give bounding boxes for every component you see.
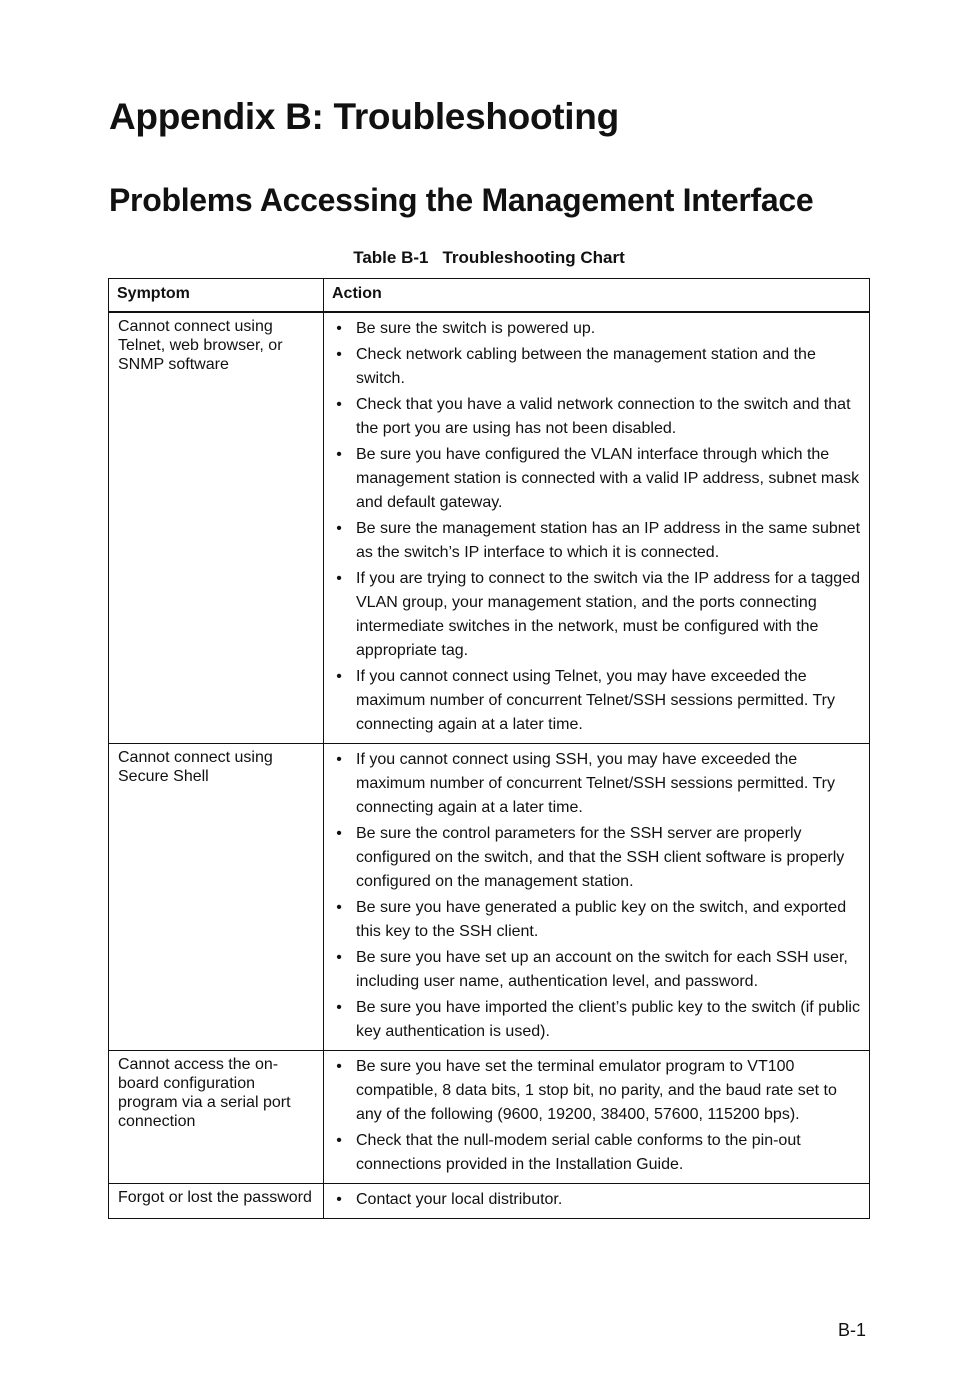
section-title: Problems Accessing the Management Interface [109,182,814,218]
bullet-icon: • [336,396,342,413]
table-row [109,1184,870,1219]
action-text: Be sure the switch is powered up. [356,320,596,337]
symptom-cell: Forgot or lost the password [109,1184,324,1219]
action-text: Be sure the management station has an IP address in the same subnet as the switch’s IP interface to which it is connected. [356,520,861,561]
table-row [109,312,870,744]
bullet-icon: • [336,668,342,685]
bullet-icon: • [336,949,342,966]
action-list [334,317,863,737]
bullet-icon: • [336,570,342,587]
bullet-icon: • [336,320,342,337]
bullet-icon: • [336,999,342,1016]
list-item [334,343,863,391]
action-text: Contact your local distributor. [356,1191,563,1208]
table-header-row [109,279,870,313]
list-item [334,665,863,737]
list-item [334,996,863,1044]
action-text: Be sure you have set up an account on the switch for each SSH user, including user name, authentication level, and password. [356,949,848,990]
action-text: Be sure you have generated a public key on the switch, and exported this key to the SSH client. [356,899,847,940]
list-item [334,946,863,994]
list-item [334,443,863,515]
bullet-icon: • [336,825,342,842]
action-cell [324,1051,870,1184]
list-item [334,517,863,565]
action-text: If you cannot connect using Telnet, you may have exceeded the maximum number of concurrent Telnet/SSH sessions permitted. Try connecting again at a later time. [356,668,835,733]
column-header-symptom: Symptom [109,279,324,313]
bullet-icon: • [336,1058,342,1075]
symptom-cell: Cannot connect using Secure Shell [109,744,324,1051]
list-item [334,393,863,441]
appendix-title: Appendix B: Troubleshooting [109,96,619,137]
action-cell [324,312,870,744]
list-item [334,822,863,894]
table-caption [109,248,869,268]
list-item [334,317,863,341]
symptom-cell: Cannot access the on-board configuration program via a serial port connection [109,1051,324,1184]
table-caption-number: Table B-1 [353,248,429,267]
bullet-icon: • [336,446,342,463]
list-item [334,1188,863,1212]
action-text: If you cannot connect using SSH, you may have exceeded the maximum number of concurrent Telnet/SSH sessions permitted. Try connecting again at a later time. [356,751,835,816]
action-list [334,1055,863,1177]
action-list [334,1188,863,1212]
list-item [334,748,863,820]
bullet-icon: • [336,1132,342,1149]
action-cell [324,744,870,1051]
list-item [334,1129,863,1177]
bullet-icon: • [336,520,342,537]
table-caption-title: Troubleshooting Chart [442,248,625,267]
action-text: Be sure you have imported the client’s public key to the switch (if public key authentication is used). [356,999,860,1040]
column-header-action: Action [324,279,870,313]
list-item [334,567,863,663]
action-text: Be sure you have configured the VLAN interface through which the management station is connected with a valid IP address, subnet mask and default gateway. [356,446,860,511]
list-item [334,1055,863,1127]
action-cell [324,1184,870,1219]
action-text: Check that the null-modem serial cable conforms to the pin-out connections provided in the Installation Guide. [356,1132,801,1173]
action-text: Check network cabling between the management station and the switch. [356,346,816,387]
table-row [109,1051,870,1184]
troubleshooting-table [108,278,870,1219]
list-item [334,896,863,944]
bullet-icon: • [336,1191,342,1208]
action-text: Check that you have a valid network connection to the switch and that the port you are using has not been disabled. [356,396,851,437]
table-row [109,744,870,1051]
page-number: B-1 [837,1320,866,1340]
table-body [109,312,870,1219]
bullet-icon: • [336,751,342,768]
action-text: Be sure you have set the terminal emulator program to VT100 compatible, 8 data bits, 1 stop bit, no parity, and the baud rate set to any of the following (9600, 19200, 38400, 57600, 115200 bps). [356,1058,837,1123]
action-list [334,748,863,1044]
symptom-cell: Cannot connect using Telnet, web browser, or SNMP software [109,312,324,744]
action-text: Be sure the control parameters for the SSH server are properly configured on the switch, and that the SSH client software is properly configured on the management station. [356,825,845,890]
bullet-icon: • [336,346,342,363]
bullet-icon: • [336,899,342,916]
action-text: If you are trying to connect to the switch via the IP address for a tagged VLAN group, your management station, and the ports connecting intermediate switches in the network, must be configured with the appropriate tag. [356,570,860,659]
